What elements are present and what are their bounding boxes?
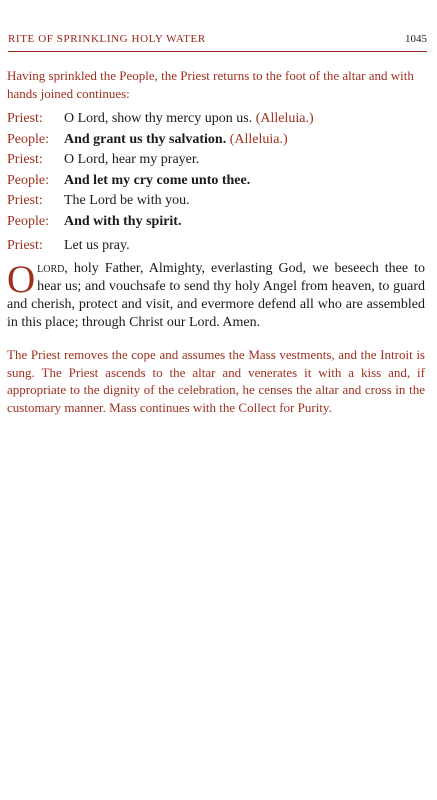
intro-rubric: Having sprinkled the People, the Priest returns to the foot of the altar and with hands joined continues: xyxy=(7,68,414,101)
dialog-text: And with thy spirit. xyxy=(64,213,182,229)
dialog-text: And grant us thy salvation. xyxy=(64,131,227,147)
dialog-line xyxy=(7,152,427,173)
dialog-text: And let my cry come unto thee. xyxy=(64,172,251,188)
speaker-label: Priest: xyxy=(7,193,43,209)
page-number: 1045 xyxy=(405,33,427,45)
speaker-label: People: xyxy=(7,131,49,147)
dialog-line xyxy=(7,132,427,153)
section-title: RITE OF SPRINKLING HOLY WATER xyxy=(8,33,206,45)
collect-text: holy Father, Almighty, everlasting God, we beseech thee to hear us; and vouchsafe to send thy holy Angel from heaven, to guard and cherish, protect and visit, and evermore defend all who are assembled in this place; through Christ our Lord. Amen. xyxy=(7,261,425,330)
collect-opening: lord, xyxy=(37,261,68,276)
dialog-line xyxy=(7,111,427,132)
let-us-pray-line xyxy=(7,238,130,254)
alleluia-paren: (Alleluia.) xyxy=(255,111,314,126)
speaker-label: Priest: xyxy=(7,152,43,168)
dialog-line xyxy=(7,214,427,235)
running-header xyxy=(8,33,427,52)
versicle-response-dialog xyxy=(7,111,427,235)
speaker-label: Priest: xyxy=(7,238,43,253)
collect-prayer xyxy=(7,260,425,332)
dialog-line xyxy=(7,193,427,214)
speaker-label: People: xyxy=(7,213,49,229)
speaker-label: Priest: xyxy=(7,111,43,126)
dialog-text: The Lord be with you. xyxy=(64,193,190,209)
dialog-text: O Lord, show thy mercy upon us. xyxy=(64,111,253,126)
closing-rubric: The Priest removes the cope and assumes the Mass vestments, and the Introit is sung. The Priest ascends to the altar and venerates it with a kiss and, if appropriate to the dignity of the celebration, he censes the altar and cross in the customary manner. Mass continues with the Collect for Purity. xyxy=(7,347,425,415)
drop-cap: O xyxy=(7,258,36,301)
dialog-text: Let us pray. xyxy=(64,238,130,253)
speaker-label: People: xyxy=(7,172,49,188)
alleluia-paren: (Alleluia.) xyxy=(229,131,288,147)
dialog-text: O Lord, hear my prayer. xyxy=(64,152,200,168)
dialog-line xyxy=(7,173,427,194)
